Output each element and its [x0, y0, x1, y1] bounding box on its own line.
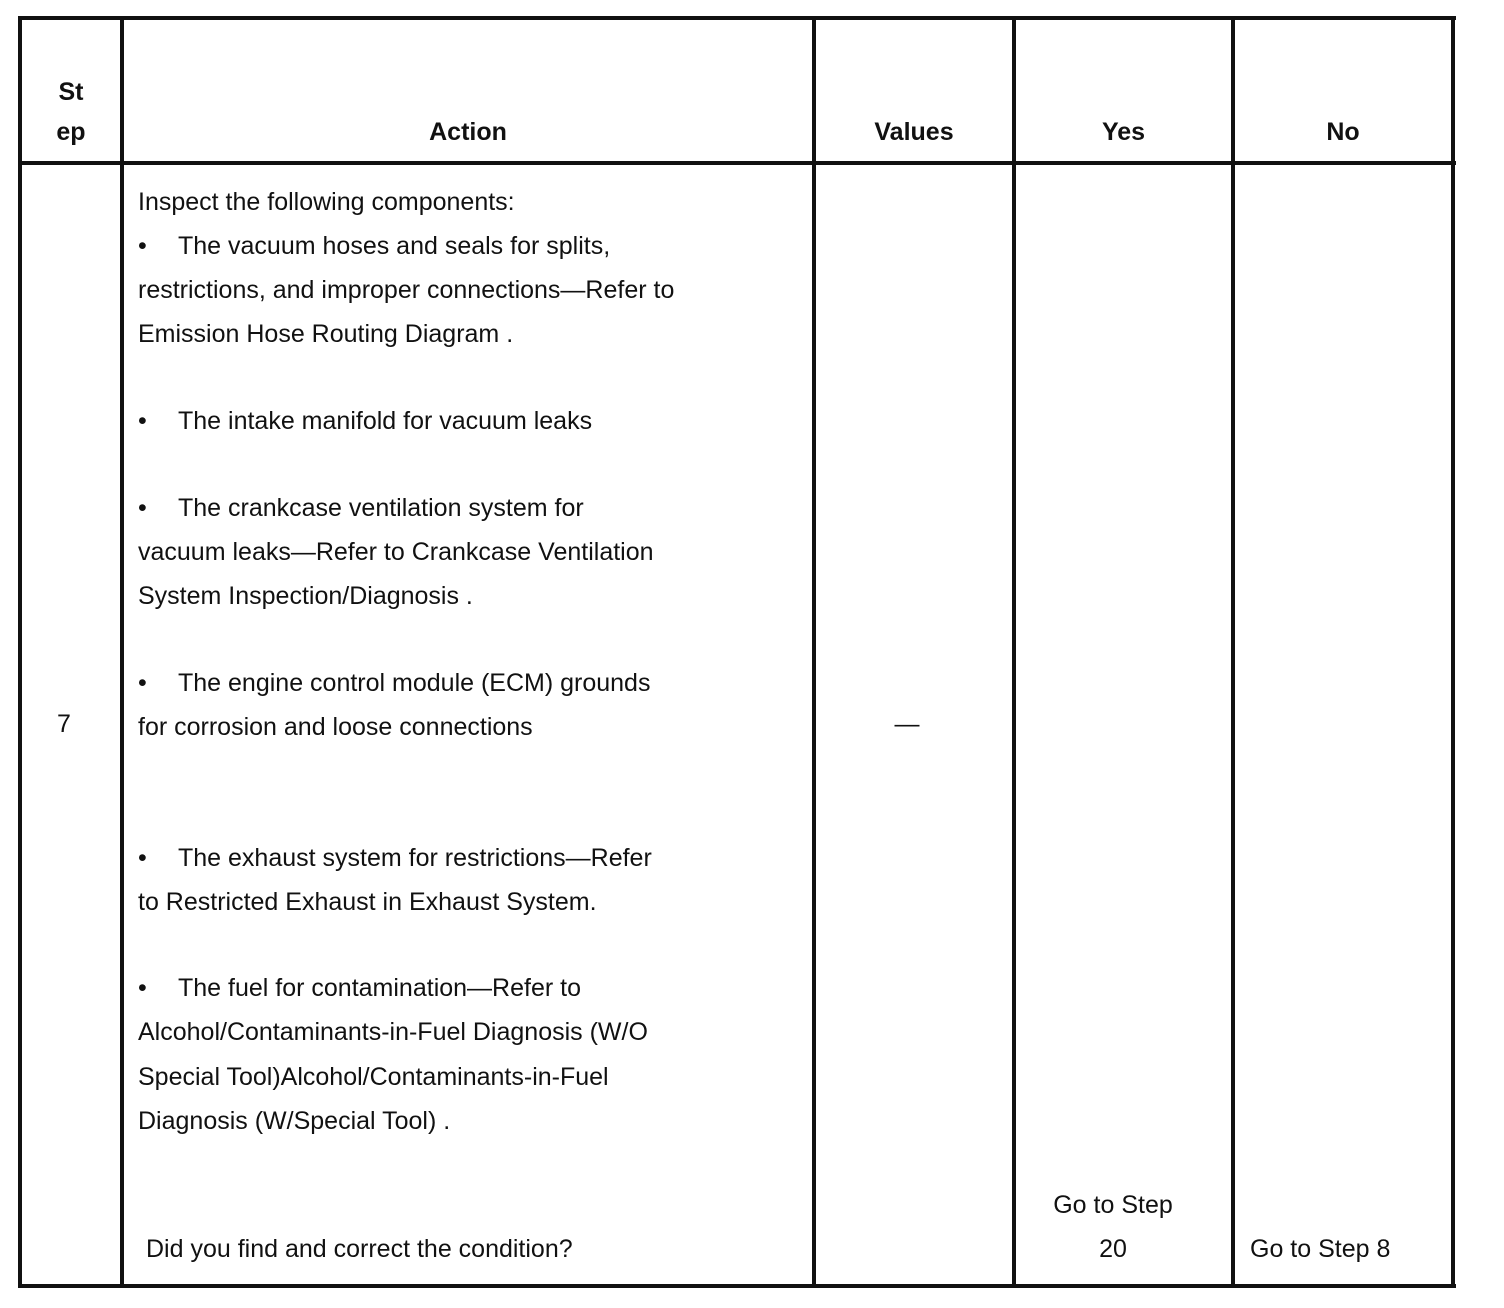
list-item-continuation: Diagnosis (W/Special Tool) .	[138, 1107, 451, 1135]
values-cell: —	[894, 710, 920, 738]
no-cell: Go to Step 8	[1250, 1235, 1391, 1263]
column-divider-yes-no	[1231, 16, 1235, 1288]
action-intro: Inspect the following components:	[138, 188, 515, 216]
bullet-icon: •	[138, 232, 147, 260]
column-divider-step-action	[120, 16, 124, 1288]
bullet-icon: •	[138, 669, 147, 697]
list-item-text: The intake manifold for vacuum leaks	[178, 407, 593, 435]
list-item-continuation: Emission Hose Routing Diagram .	[138, 320, 514, 348]
list-item-continuation: System Inspection/Diagnosis .	[138, 582, 473, 610]
list-item-continuation: to Restricted Exhaust in Exhaust System.	[138, 888, 597, 916]
yes-line1: Go to Step	[1053, 1191, 1173, 1219]
bullet-icon: •	[138, 844, 147, 872]
list-item	[138, 399, 592, 443]
list-item-text: The engine control module (ECM) grounds	[178, 669, 651, 697]
column-divider-action-values	[812, 16, 816, 1288]
bullet-icon: •	[138, 494, 147, 522]
list-item	[138, 486, 584, 530]
header-step-line1: St	[58, 78, 84, 106]
list-item	[138, 661, 650, 705]
list-item-text: The crankcase ventilation system for	[178, 494, 584, 522]
yes-line2: 20	[1099, 1235, 1127, 1263]
list-item-text: The fuel for contamination—Refer to	[178, 974, 581, 1002]
action-question: Did you find and correct the condition?	[146, 1235, 573, 1263]
list-item	[138, 224, 610, 268]
table-border-top	[18, 16, 1456, 20]
table-border-left	[18, 16, 22, 1288]
list-item-continuation: Special Tool)Alcohol/Contaminants-in-Fuel	[138, 1063, 609, 1091]
list-item	[138, 966, 581, 1010]
table-border-bottom	[18, 1284, 1456, 1288]
step-number: 7	[57, 710, 71, 738]
header-step-line2: ep	[56, 118, 86, 146]
list-item	[138, 836, 652, 880]
list-item-continuation: for corrosion and loose connections	[138, 713, 533, 741]
bullet-icon: •	[138, 407, 147, 435]
header-no: No	[1326, 118, 1360, 146]
header-values: Values	[874, 118, 954, 146]
header-yes: Yes	[1101, 118, 1146, 146]
header-step	[22, 72, 120, 152]
list-item-continuation: Alcohol/Contaminants-in-Fuel Diagnosis (W/O	[138, 1018, 648, 1046]
header-divider	[18, 161, 1456, 165]
table-border-right	[1451, 16, 1455, 1288]
bullet-icon: •	[138, 974, 147, 1002]
list-item-continuation: vacuum leaks—Refer to Crankcase Ventilation	[138, 538, 654, 566]
list-item-text: The exhaust system for restrictions—Refer	[178, 844, 652, 872]
header-action: Action	[429, 118, 507, 146]
diagnostic-table	[18, 16, 1456, 1288]
list-item-text: The vacuum hoses and seals for splits,	[178, 232, 611, 260]
column-divider-values-yes	[1012, 16, 1016, 1288]
list-item-continuation: restrictions, and improper connections—Refer to	[138, 276, 675, 304]
